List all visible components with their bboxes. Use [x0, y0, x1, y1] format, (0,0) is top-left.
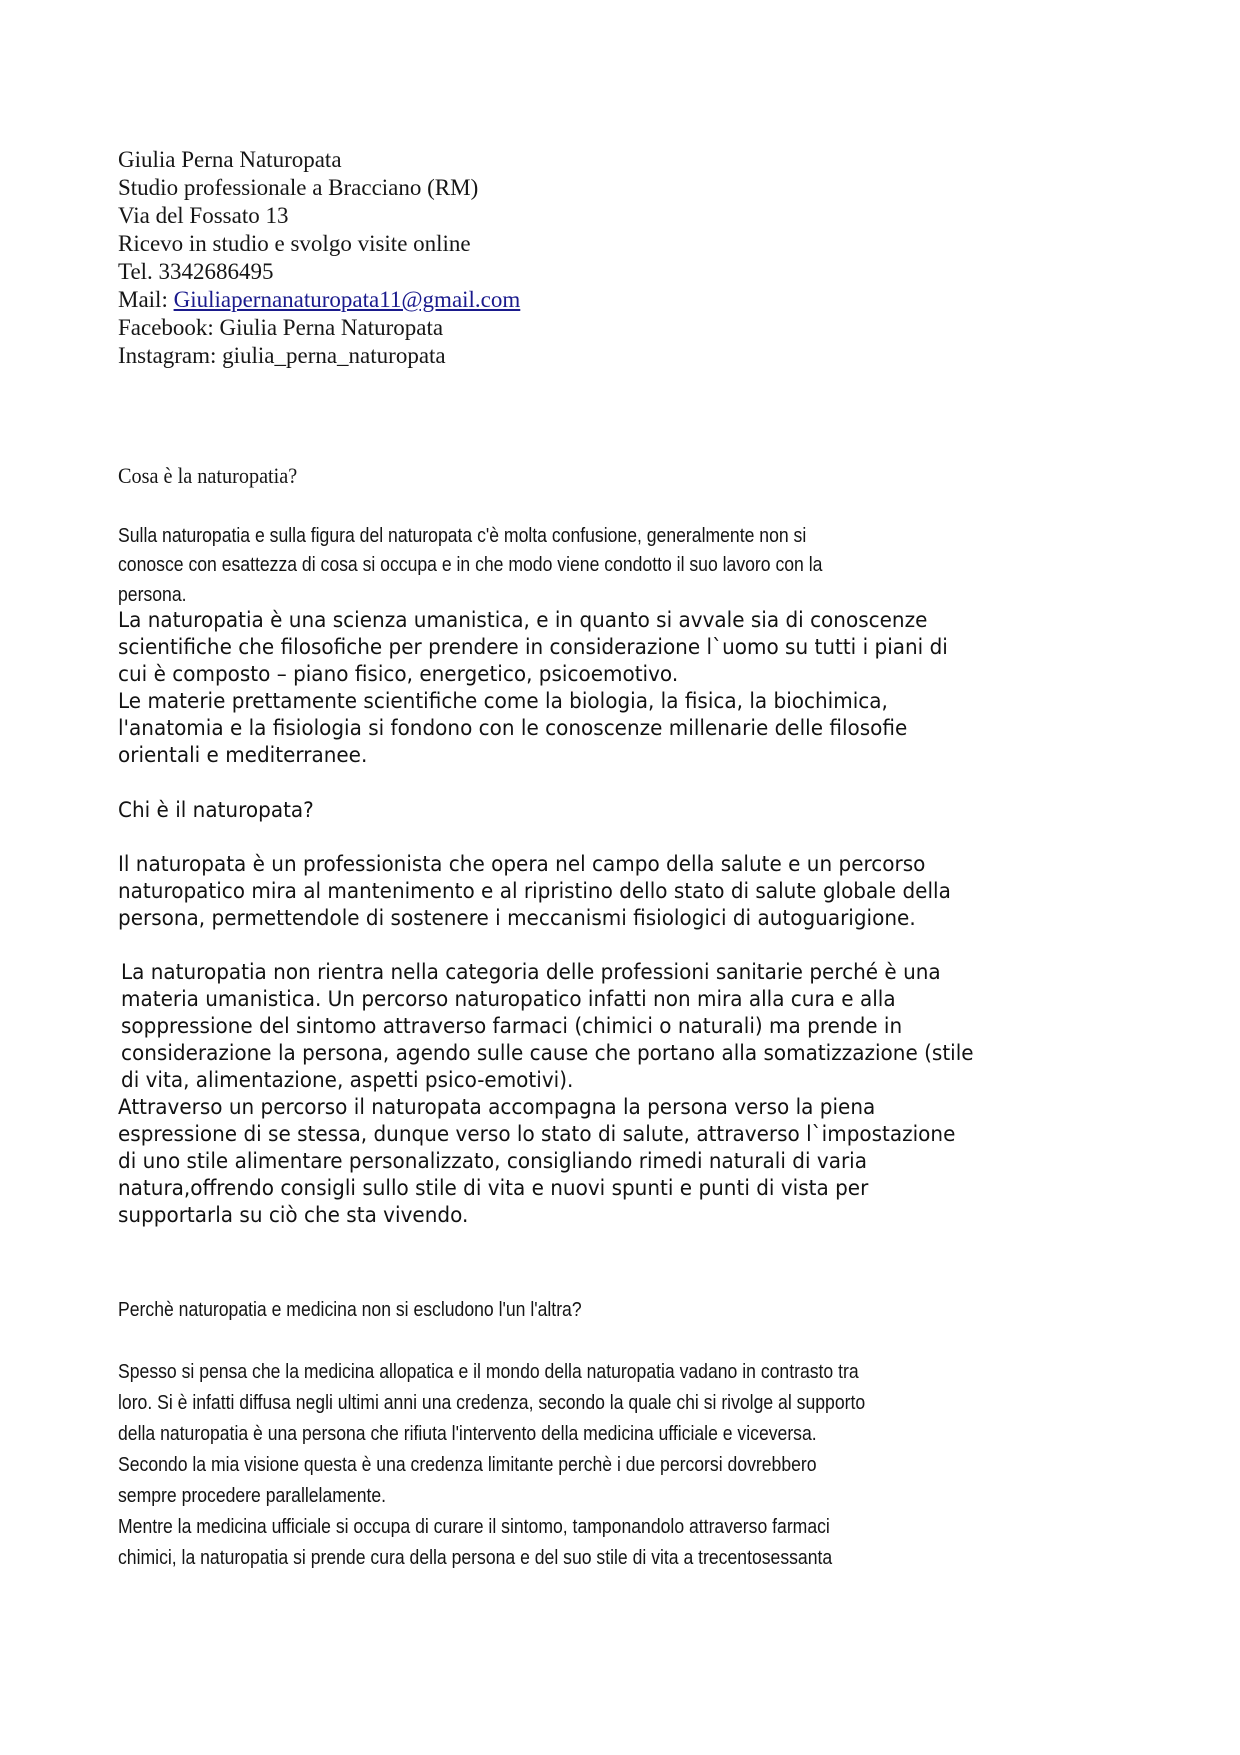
text-line: cui è composto – piano fisico, energetico, psicoemotivo.: [118, 662, 679, 687]
section-heading: Chi è il naturopata?: [118, 798, 314, 823]
text-line: natura,offrendo consigli sullo stile di vita e nuovi spunti e punti di vista per: [118, 1176, 869, 1201]
text-line: espressione di se stessa, dunque verso lo stato di salute, attraverso l`impostazione: [118, 1122, 956, 1147]
contact-name: Giulia Perna Naturopata: [118, 147, 342, 172]
contact-phone: Tel. 3342686495: [118, 259, 274, 284]
mail-label: Mail:: [118, 287, 174, 312]
mail-link[interactable]: Giuliapernanaturopata11@gmail.com: [173, 287, 521, 312]
text-line: Il naturopata è un professionista che opera nel campo della salute e un percorso: [118, 852, 926, 877]
text-line: conosce con esattezza di cosa si occupa e in che modo viene condotto il suo lavoro con la: [118, 554, 823, 576]
text-line: materia umanistica. Un percorso naturopatico infatti non mira alla cura e alla: [121, 987, 896, 1012]
text-line: chimici, la naturopatia si prende cura della persona e del suo stile di vita a trecentosessanta: [118, 1547, 833, 1569]
text-line: Secondo la mia visione questa è una credenza limitante perchè i due percorsi dovrebbero: [118, 1454, 817, 1476]
text-line: naturopatico mira al mantenimento e al ripristino dello stato di salute globale della: [118, 879, 951, 904]
contact-facebook: Facebook: Giulia Perna Naturopata: [118, 315, 444, 340]
text-line: Le materie prettamente scientifiche come la biologia, la fisica, la biochimica,: [118, 689, 888, 714]
text-line: Spesso si pensa che la medicina allopatica e il mondo della naturopatia vadano in contrasto tra: [118, 1361, 859, 1383]
text-line: orientali e mediterranee.: [118, 743, 368, 768]
contact-mail: [118, 286, 520, 314]
section-heading: Perchè naturopatia e medicina non si escludono l'un l'altra?: [118, 1299, 582, 1321]
contact-instagram: Instagram: giulia_perna_naturopata: [118, 343, 446, 368]
text-line: sempre procedere parallelamente.: [118, 1485, 387, 1507]
text-line: di vita, alimentazione, aspetti psico-emotivi).: [121, 1068, 574, 1093]
text-line: della naturopatia è una persona che rifiuta l'intervento della medicina ufficiale e viceversa.: [118, 1423, 817, 1445]
text-line: soppressione del sintomo attraverso farmaci (chimici o naturali) ma prende in: [121, 1014, 903, 1039]
section-heading: Cosa è la naturopatia?: [118, 463, 298, 488]
text-line: di uno stile alimentare personalizzato, consigliando rimedi naturali di varia: [118, 1149, 867, 1174]
text-line: La naturopatia è una scienza umanistica, e in quanto si avvale sia di conoscenze: [118, 608, 928, 633]
contact-studio: Studio professionale a Bracciano (RM): [118, 175, 479, 200]
text-line: persona.: [118, 584, 187, 606]
contact-address: Via del Fossato 13: [118, 203, 289, 228]
text-line: supportarla su ciò che sta vivendo.: [118, 1203, 469, 1228]
text-line: Sulla naturopatia e sulla figura del naturopata c'è molta confusione, generalmente non si: [118, 525, 807, 547]
text-line: La naturopatia non rientra nella categoria delle professioni sanitarie perché è una: [121, 960, 941, 985]
text-line: persona, permettendole di sostenere i meccanismi fisiologici di autoguarigione.: [118, 906, 916, 931]
text-line: l'anatomia e la fisiologia si fondono con le conoscenze millenarie delle filosofie: [118, 716, 908, 741]
text-line: considerazione la persona, agendo sulle cause che portano alla somatizzazione (stile: [121, 1041, 974, 1066]
text-line: scientifiche che filosofiche per prendere in considerazione l`uomo su tutti i piani di: [118, 635, 948, 660]
text-line: Attraverso un percorso il naturopata accompagna la persona verso la piena: [118, 1095, 876, 1120]
contact-services: Ricevo in studio e svolgo visite online: [118, 231, 471, 256]
text-line: Mentre la medicina ufficiale si occupa di curare il sintomo, tamponandolo attraverso farmaci: [118, 1516, 830, 1538]
text-line: loro. Si è infatti diffusa negli ultimi anni una credenza, secondo la quale chi si rivolge al supporto: [118, 1392, 866, 1414]
